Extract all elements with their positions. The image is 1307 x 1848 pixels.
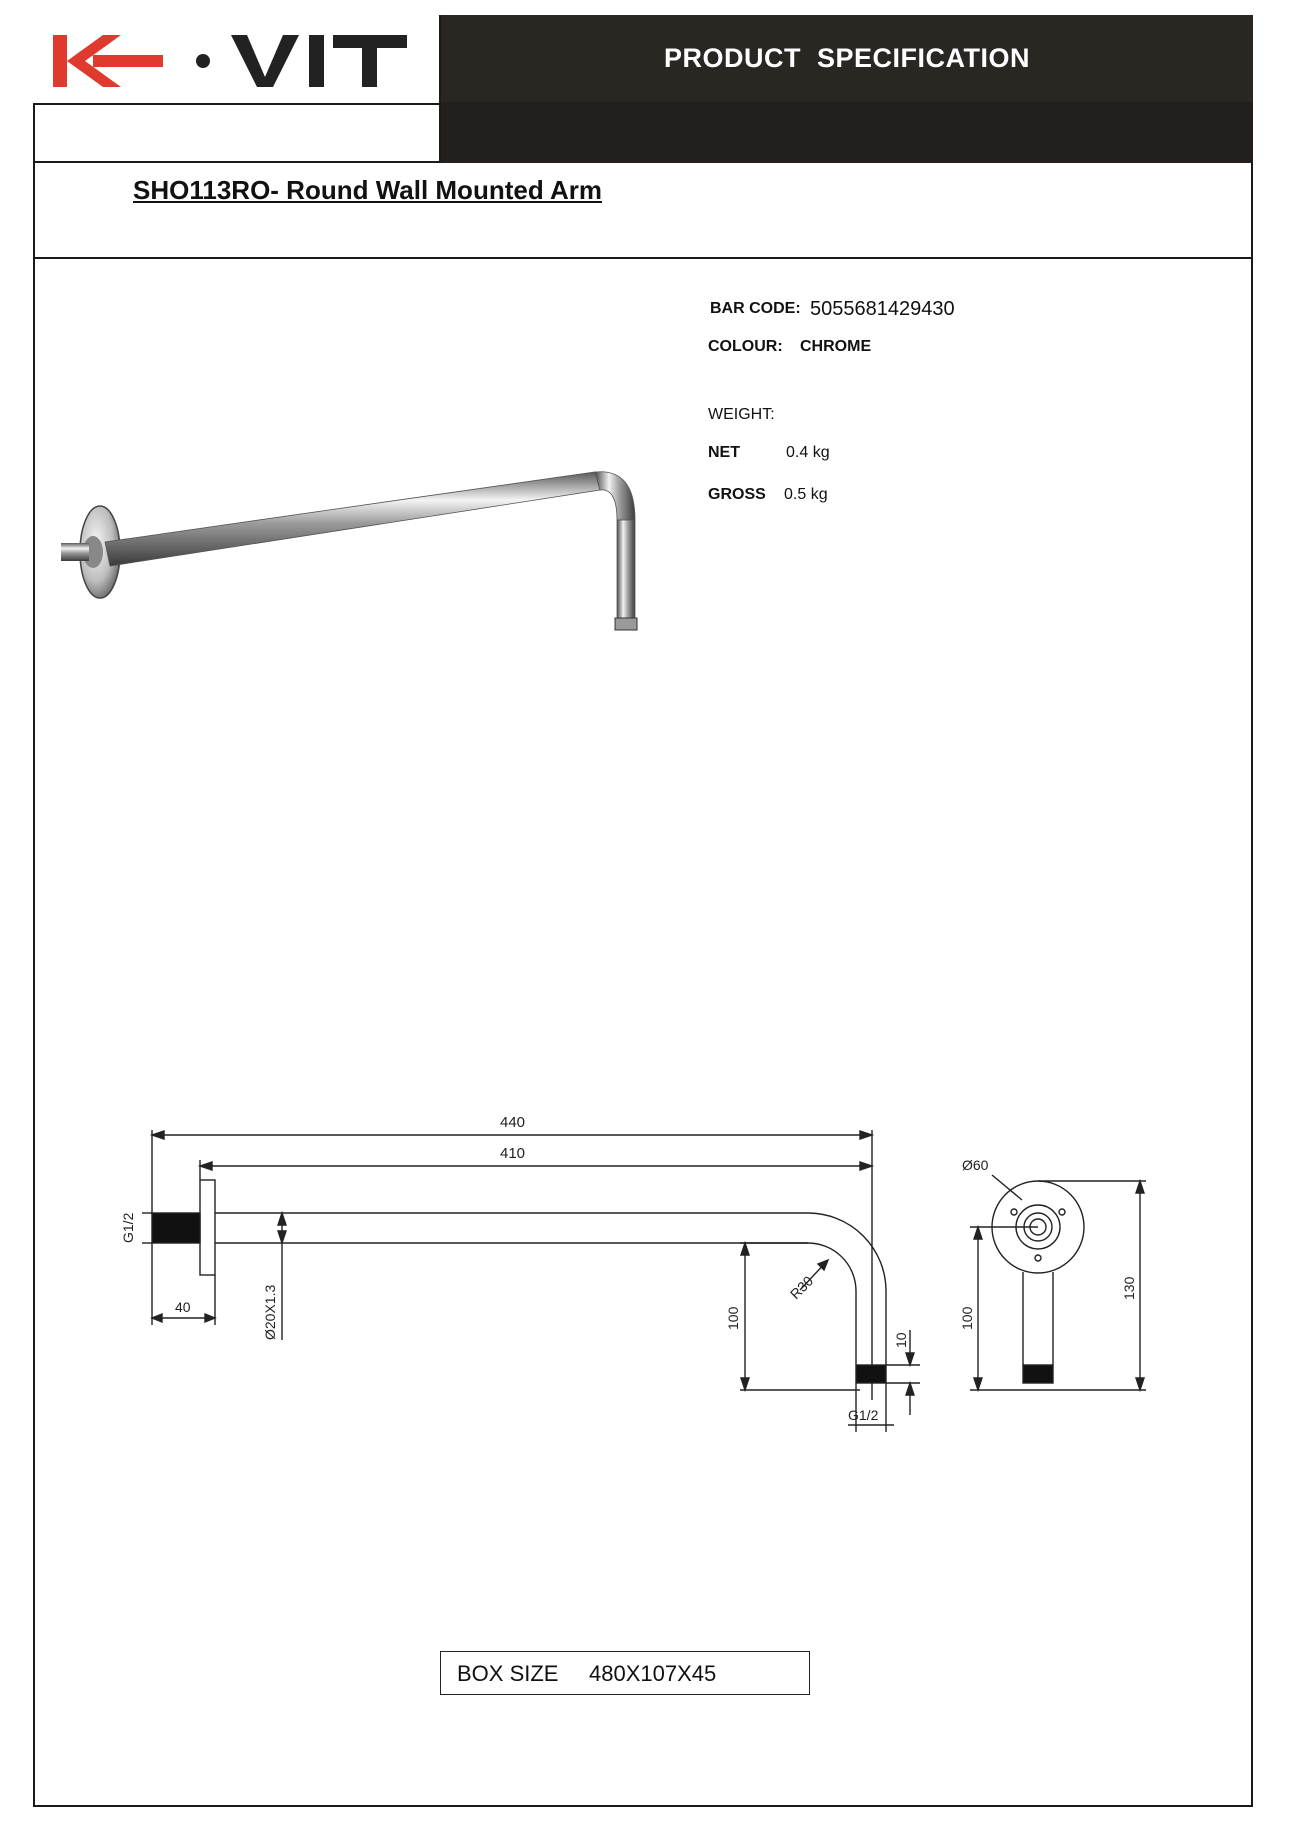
gross-label: GROSS: [708, 486, 766, 503]
dim-410-label: 410: [500, 1145, 526, 1162]
box-size-label: BOX SIZE: [457, 1661, 559, 1686]
product-photo: [55, 450, 645, 650]
dim-130-label: 130: [1121, 1276, 1137, 1300]
logo-subcell: [33, 105, 441, 163]
header-banner: [441, 15, 1253, 163]
dim-440-label: 440: [500, 1114, 526, 1131]
dim-100-label: 100: [725, 1306, 741, 1330]
box-size-value: 480X107X45: [589, 1661, 717, 1686]
colour-label: COLOUR:: [708, 338, 783, 355]
product-title-row: [33, 163, 1253, 259]
box-size-box: [440, 1651, 810, 1695]
kvit-logo: [33, 15, 441, 105]
dim-r30-label: R30: [786, 1272, 817, 1303]
product-title: SHO113RO- Round Wall Mounted Arm: [133, 175, 602, 205]
barcode-label: BAR CODE:: [710, 300, 801, 317]
dim-10-label: 10: [893, 1332, 909, 1348]
dim-40-label: 40: [175, 1299, 191, 1315]
dim-d60-label: Ø60: [962, 1157, 989, 1173]
header-title: PRODUCT SPECIFICATION: [663, 43, 1030, 73]
barcode-value: 5055681429430: [810, 298, 955, 320]
net-value: 0.4 kg: [786, 444, 830, 461]
gross-value: 0.5 kg: [784, 486, 828, 503]
weight-label: WEIGHT:: [708, 406, 775, 423]
page-frame: [33, 15, 1253, 1807]
dim-g12-bottom-label: G1/2: [848, 1407, 879, 1423]
header-band: [441, 102, 1253, 163]
technical-drawing: [100, 1100, 1180, 1480]
dim-100-side-label: 100: [959, 1306, 975, 1330]
logo-cell: [33, 15, 441, 105]
net-label: NET: [708, 444, 740, 461]
dim-g12-left-label: G1/2: [120, 1212, 136, 1243]
dim-pipe-label: Ø20X1.3: [262, 1284, 278, 1340]
colour-value: CHROME: [800, 338, 872, 355]
